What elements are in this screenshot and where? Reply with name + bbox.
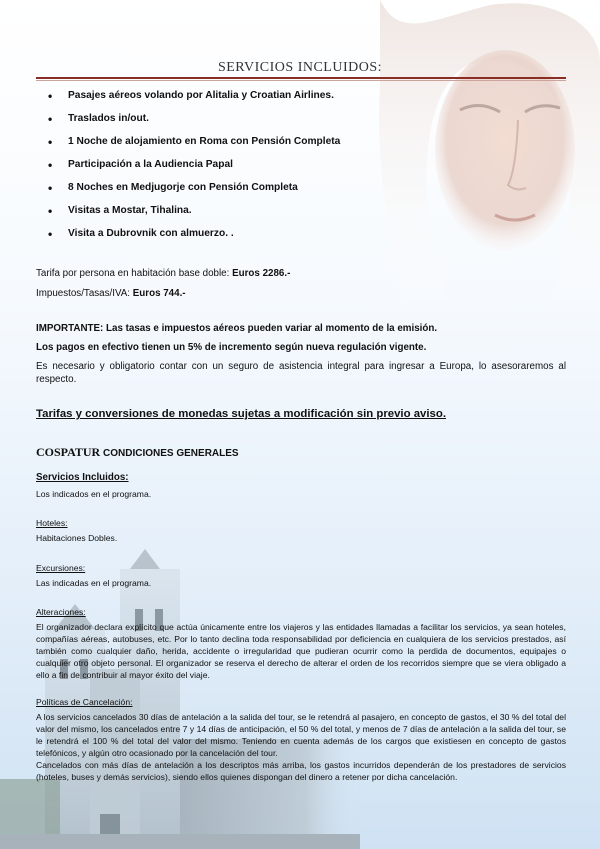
services-included-text: Los indicados en el programa.: [36, 489, 152, 499]
list-item: • Participación a la Audiencia Papal: [36, 157, 416, 180]
rate-line: [36, 267, 290, 280]
payments-note: Los pagos en efectivo tienen un 5% de incremento según nueva regulación vigente.: [36, 342, 427, 353]
taxes-label: Impuestos/Tasas/IVA:: [36, 288, 133, 299]
list-item: • 1 Noche de alojamiento en Roma con Pensión Completa: [36, 134, 416, 157]
list-item: • Traslados in/out.: [36, 111, 416, 134]
taxes-line: [36, 287, 186, 300]
cancellation-title: Políticas de Cancelación:: [36, 697, 133, 707]
hotels-text: Habitaciones Dobles.: [36, 533, 118, 543]
important-text: Las tasas e impuestos aéreos pueden variar al momento de la emisión.: [103, 323, 438, 334]
services-list: [36, 88, 416, 249]
services-included-title: Servicios Incluidos:: [36, 472, 129, 483]
cancellation-text: A los servicios cancelados 30 días de antelación a la salida del tour, se le retendrá al pasajero, en concepto de gastos, el 30 % del total del valor del mismo, los cancelados entre 7 y 14 días de anticipación, el 50 % del total, y menos de 7 días de antelación a la salida del tour, se le retendrá el 100 % del total del valor del mismo. Teniendo en cuenta además de los cargos que existiesen en concepto de gastos telefónicos, y algún otro ocasionado por la cancelación del tour.: [36, 712, 566, 758]
hotels-title: Hoteles:: [36, 518, 68, 528]
brand-name: COSPATUR: [36, 445, 101, 459]
page-title: SERVICIOS INCLUIDOS:: [217, 60, 383, 75]
conditions-heading: [36, 446, 239, 460]
list-item: • Visitas a Mostar, Tihalina.: [36, 203, 416, 226]
conditions-title: CONDICIONES GENERALES: [100, 448, 239, 459]
changes-text: El organizador declara explícito que actúa únicamente entre los viajeros y las entidades llamadas a facilitar los servicios, ya sean hoteles, compañías aéreas, autobuses, etc. Por lo tanto declina toda responsabilidad por deficiencia en cualquiera de los servicios prestados, así también como cualquier daño, herida, accidente o irregularidad que pudieran ocurrir como la perdida de documentos, equipajes o cualquier otro objeto personal. El organizador se reserva el derecho de alterar el orden de los recorridos siempre que se viera obligado a ello a fin de contribuir al mayor éxito del viaje.: [36, 622, 566, 680]
excursions-title: Excursiones:: [36, 563, 86, 573]
important-line: [36, 322, 437, 335]
excursions-text: Las indicadas en el programa.: [36, 578, 152, 588]
title-rule: [36, 77, 566, 79]
taxes-value: Euros 744.-: [132, 288, 186, 299]
important-label: IMPORTANTE:: [36, 323, 104, 334]
cancellation-text-2: Cancelados con más días de antelación a los descriptos más arriba, los gastos incurridos dependerán de los prestadores de servicios (hoteles, buses y demás servicios), siendo ellos quienes dispongan del dinero a retener por dicha cancelación.: [36, 760, 566, 782]
title-rule-light: [36, 80, 566, 81]
list-item: • 8 Noches en Medjugorje con Pensión Completa: [36, 180, 416, 203]
rate-value: Euros 2286.-: [232, 268, 291, 279]
rate-label: Tarifa por persona en habitación base doble:: [36, 268, 233, 279]
list-item: • Visita a Dubrovnik con almuerzo. .: [36, 226, 416, 249]
changes-title: Alteraciones:: [36, 607, 86, 617]
insurance-note: Es necesario y obligatorio contar con un seguro de asistencia integral para ingresar a Europa, lo asesoraremos al respecto.: [36, 361, 566, 385]
list-item: • Pasajes aéreos volando por Alitalia y Croatian Airlines.: [36, 88, 416, 111]
price-notice: Tarifas y conversiones de monedas sujetas a modificación sin previo aviso.: [36, 408, 447, 420]
